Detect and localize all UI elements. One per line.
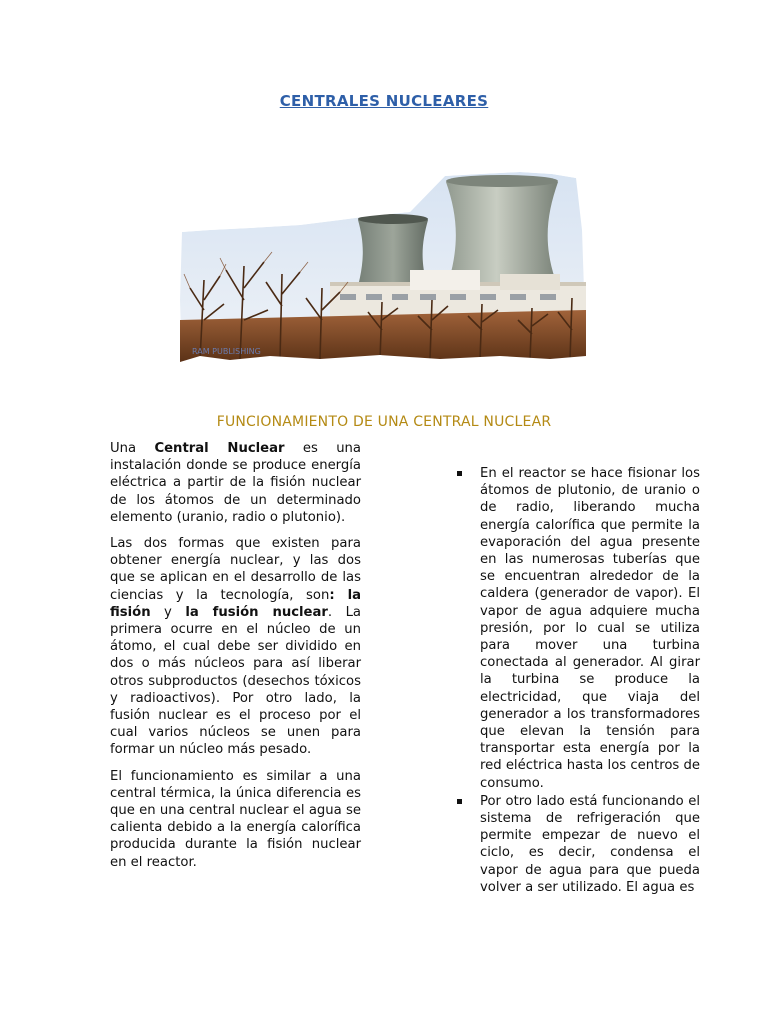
left-column xyxy=(110,440,361,880)
bullet-reactor: En el reactor se hace fisionar los átomos de plutonio, de uranio o de radio, liberando mucha energía calorífica que permite la evaporación del agua presente en las numerosas tuberías que se encuentran alrededor de la caldera (generador de vapor). El vapor de agua adquiere mucha presión, por lo cual se utiliza para mover una turbina conectada al generador. Al girar la turbina se produce la electricidad, que viaja del generador a los transformadores que elevan la tensión para transportar esta energía por la red eléctrica hasta los centros de consumo. xyxy=(455,465,700,792)
right-column xyxy=(455,465,700,896)
bullet-square-icon xyxy=(457,799,462,804)
paragraph-forms: Las dos formas que existen para obtener energía nuclear, y las dos que se aplican en el desarrollo de las ciencias y la tecnología, son: la fisión y la fusión nuclear. La primera ocurre en el núcleo de un átomo, el cual debe ser dividido en dos o más núcleos para así liberar otros subproductos (desechos tóxicos y radioactivos). Por otro lado, la fusión nuclear es el proceso por el cual varios núcleos se unen para formar un núcleo más pesado. xyxy=(110,536,361,758)
paragraph-operation: El funcionamiento es similar a una central térmica, la única diferencia es que en una central nuclear el agua se calienta debido a la energía calorífica producida durante la fisión nuclear en el reactor. xyxy=(110,768,361,870)
page-title: CENTRALES NUCLEARES xyxy=(279,92,489,110)
bullet-cooling: Por otro lado está funcionando el sistema de refrigeración que permite empezar de nuevo el ciclo, es decir, condensa el vapor de agua para que pueda volver a ser utilizado. El agua es xyxy=(455,793,700,896)
paragraph-definition: Una Central Nuclear es una instalación donde se produce energía eléctrica a partir de la fisión nuclear de los átomos de un determinado elemento (uranio, radio o plutonio). xyxy=(110,441,361,525)
image-watermark: RAM PUBLISHING xyxy=(192,347,261,356)
section-subtitle: FUNCIONAMIENTO DE UNA CENTRAL NUCLEAR xyxy=(216,414,552,430)
nuclear-plant-photo xyxy=(180,170,586,366)
bullet-square-icon xyxy=(457,471,462,476)
